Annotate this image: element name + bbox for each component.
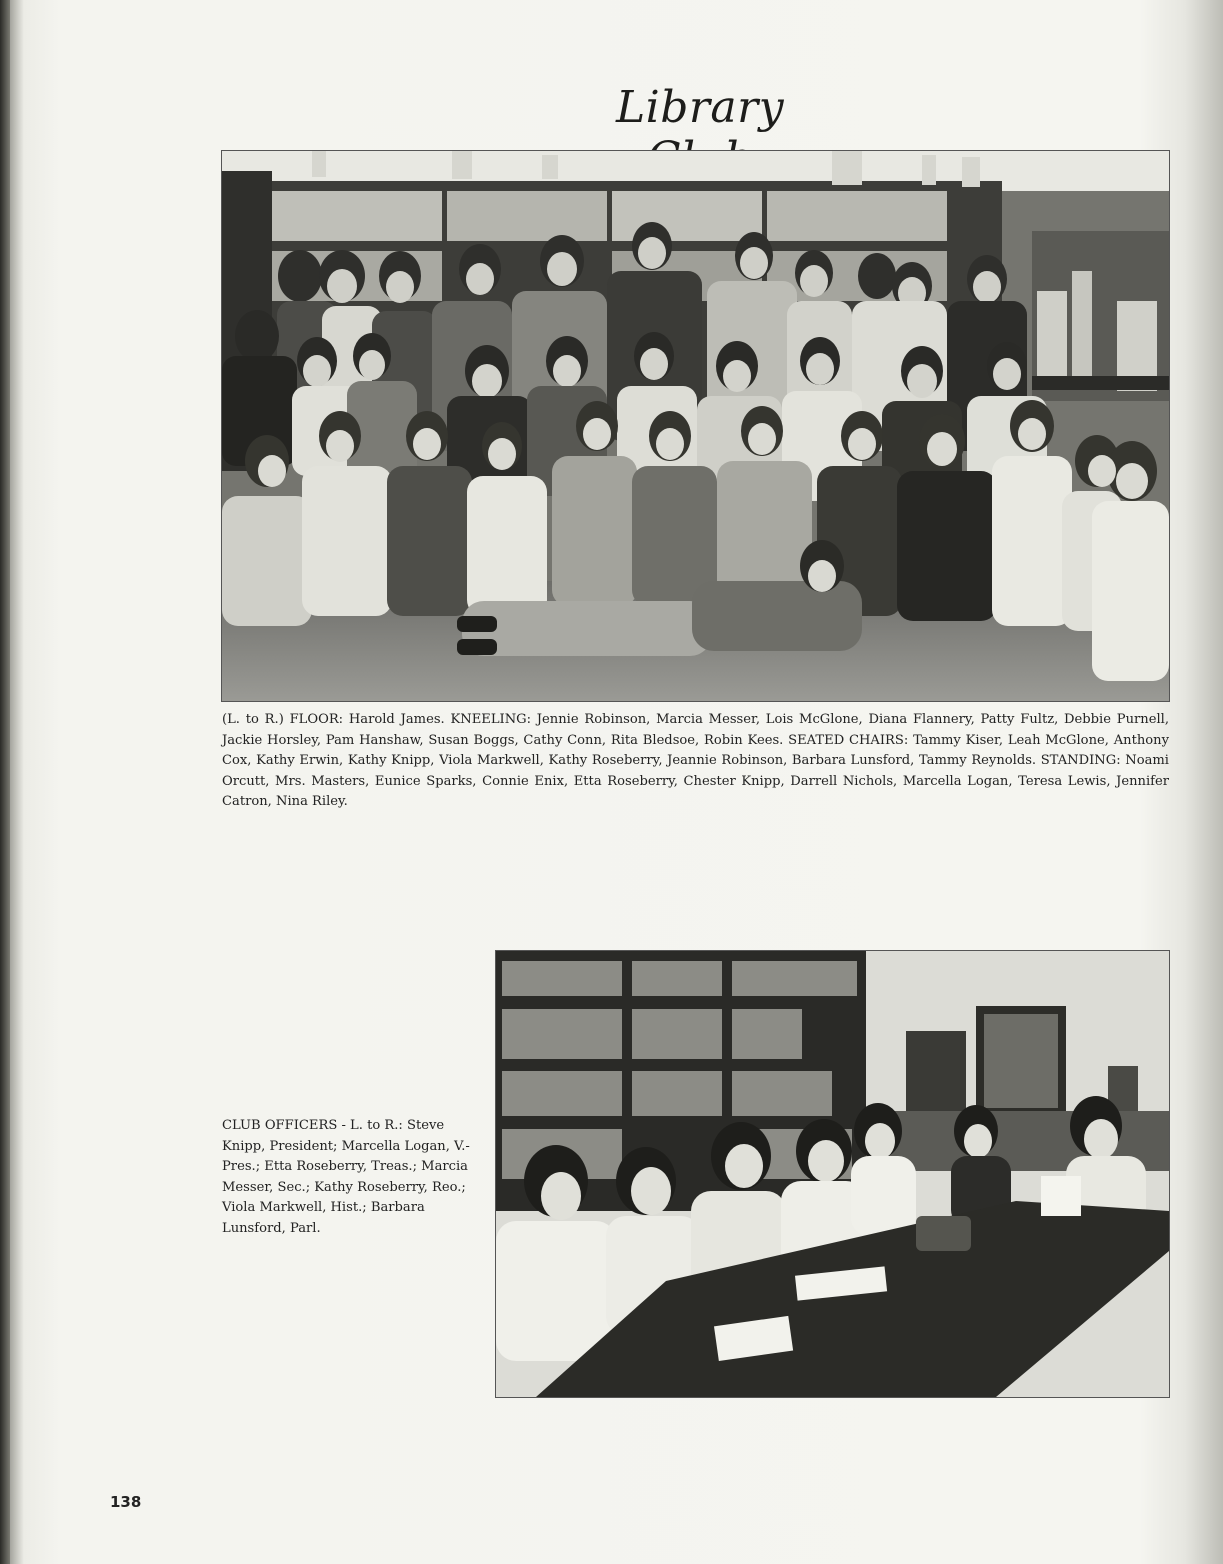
group-photo-image bbox=[222, 151, 1169, 701]
officers-photo-image bbox=[496, 951, 1169, 1397]
group-photo-caption: (L. to R.) FLOOR: Harold James. KNEELING: Jennie Robinson, Marcia Messer, Lois McGlone, Diana Flannery, Patty Fultz, Debbie Purnell, Jackie Horsley, Pam Hanshaw, Susan Boggs, Cathy Conn, Rita Bledsoe, Robin Kees. SEATED CHAIRS: Tammy Kiser, Leah McGlone, Anthony Cox, Kathy Erwin, Kathy Knipp, Viola Markwell, Kathy Roseberry, Jeannie Robinson, Barbara Lunsford, Tammy Reynolds. STANDING: Noami Orcutt, Mrs. Masters, Eunice Sparks, Connie Enix, Etta Roseberry, Chester Knipp, Darrell Nichols, Marcella Logan, Teresa Lewis, Jennifer Catron, Nina Riley. bbox=[222, 712, 1169, 810]
page-title: Library bbox=[615, 82, 785, 133]
group-photo bbox=[222, 151, 1169, 701]
officers-caption: CLUB OFFICERS - L. to R.: Steve Knipp, President; Marcella Logan, V.-Pres.; Etta Roseberry, Treas.; Marcia Messer, Sec.; Kathy Roseberry, Reo.; Viola Markwell, Hist.; Barbara Lunsford, Parl. bbox=[222, 1118, 470, 1236]
page-binding bbox=[0, 0, 10, 1564]
officers-photo bbox=[496, 951, 1169, 1397]
page-number: 138 bbox=[110, 1493, 142, 1511]
